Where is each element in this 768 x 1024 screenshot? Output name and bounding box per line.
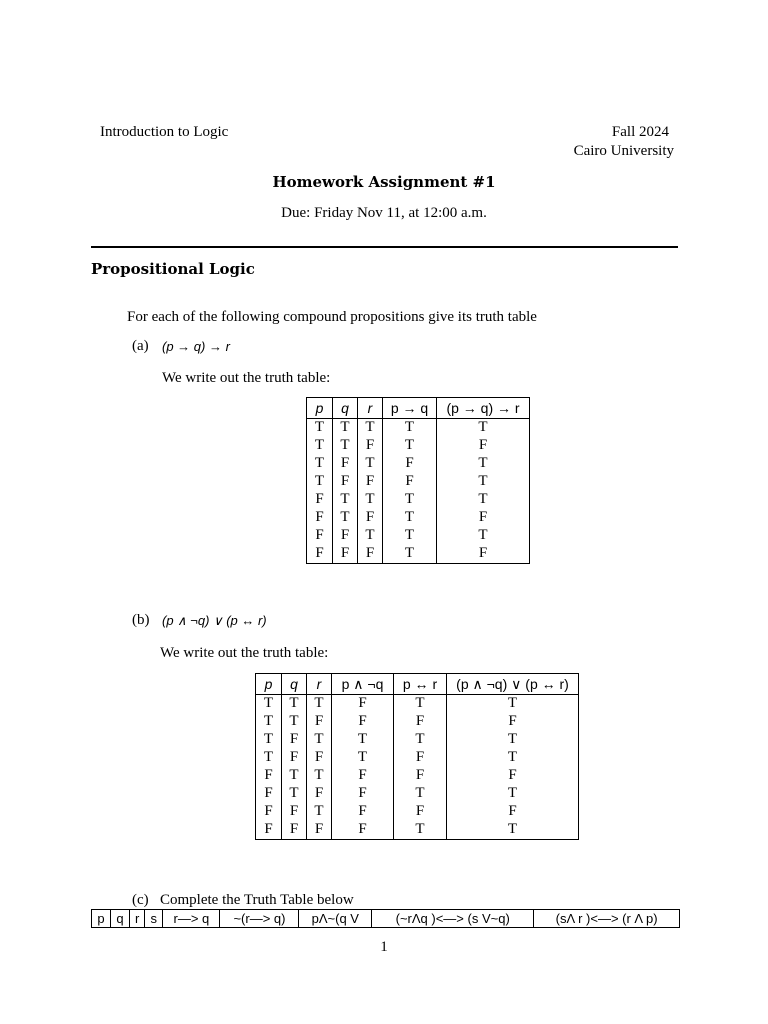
part-b-formula: (p ∧ ¬q) ∨ (p ↔ r)	[162, 613, 267, 628]
table-cell: F	[358, 509, 383, 527]
table-cell: T	[333, 437, 358, 455]
table-cell: F	[256, 785, 282, 803]
part-c-header-cell: ~(r—> q)	[220, 910, 299, 928]
table-cell: T	[333, 491, 358, 509]
table-cell: T	[437, 419, 530, 438]
table-row	[256, 731, 579, 749]
table-cell: T	[447, 731, 579, 749]
part-b-label: (b)	[132, 612, 150, 628]
table-cell: F	[332, 767, 394, 785]
table-cell: F	[282, 749, 307, 767]
table-cell: T	[447, 749, 579, 767]
table-cell: T	[437, 455, 530, 473]
table-cell: F	[394, 713, 447, 731]
table-cell: T	[383, 419, 437, 438]
table-row	[307, 545, 530, 564]
part-a-label: (a)	[132, 338, 149, 354]
table-cell: F	[333, 455, 358, 473]
table-cell: T	[256, 749, 282, 767]
part-a-header-cell: r	[358, 398, 383, 419]
table-cell: T	[307, 695, 332, 714]
table-cell: F	[383, 455, 437, 473]
table-cell: F	[307, 713, 332, 731]
table-cell: T	[332, 749, 394, 767]
course-name: Introduction to Logic	[100, 124, 229, 140]
part-c-header-cell: (sΛ r )<—> (r Λ p)	[534, 910, 680, 928]
table-cell: F	[256, 767, 282, 785]
table-row	[256, 713, 579, 731]
table-cell: T	[282, 785, 307, 803]
table-cell: T	[394, 821, 447, 840]
table-cell: T	[447, 785, 579, 803]
page-number: 1	[380, 939, 388, 955]
table-cell: T	[383, 527, 437, 545]
table-cell: T	[332, 731, 394, 749]
instructions: For each of the following compound propositions give its truth table	[127, 309, 537, 325]
table-cell: F	[307, 749, 332, 767]
table-cell: T	[307, 473, 333, 491]
table-cell: F	[447, 767, 579, 785]
table-row	[307, 473, 530, 491]
due-date: Due: Friday Nov 11, at 12:00 a.m.	[281, 205, 487, 221]
assignment-title: Homework Assignment #1	[272, 173, 496, 191]
table-cell: T	[394, 695, 447, 714]
part-b-header-cell: p	[256, 674, 282, 695]
university: Cairo University	[573, 143, 674, 159]
table-row	[256, 803, 579, 821]
table-cell: F	[358, 437, 383, 455]
truth-table-b	[255, 673, 579, 840]
horizontal-rule	[91, 246, 678, 248]
table-cell: F	[333, 545, 358, 564]
table-cell: T	[383, 437, 437, 455]
table-cell: F	[394, 767, 447, 785]
table-row	[256, 821, 579, 840]
table-cell: T	[307, 767, 332, 785]
section-heading: Propositional Logic	[91, 260, 255, 278]
table-cell: F	[307, 527, 333, 545]
table-cell: F	[307, 509, 333, 527]
part-c-header-cell: r	[130, 910, 145, 928]
table-cell: T	[383, 491, 437, 509]
table-cell: T	[394, 785, 447, 803]
table-cell: F	[394, 749, 447, 767]
table-cell: F	[447, 803, 579, 821]
table-cell: T	[437, 527, 530, 545]
part-a-header-cell: p → q	[383, 398, 437, 419]
table-cell: F	[358, 545, 383, 564]
table-cell: F	[437, 509, 530, 527]
part-b-header-cell: r	[307, 674, 332, 695]
table-cell: T	[307, 731, 332, 749]
table-cell: T	[447, 695, 579, 714]
part-c-header-cell: r—> q	[163, 910, 220, 928]
table-cell: T	[256, 713, 282, 731]
table-cell: T	[358, 527, 383, 545]
table-cell: F	[332, 695, 394, 714]
table-row	[307, 437, 530, 455]
truth-table-c	[91, 909, 680, 928]
table-cell: T	[383, 545, 437, 564]
table-cell: F	[437, 437, 530, 455]
table-cell: F	[307, 545, 333, 564]
table-cell: T	[333, 509, 358, 527]
part-b-header-cell: p ∧ ¬q	[332, 674, 394, 695]
part-a-header-cell: (p → q) → r	[437, 398, 530, 419]
table-row	[256, 695, 579, 714]
table-cell: F	[332, 713, 394, 731]
part-b-header-cell: (p ∧ ¬q) ∨ (p ↔ r)	[447, 674, 579, 695]
term: Fall 2024	[611, 124, 669, 140]
table-cell: F	[394, 803, 447, 821]
table-cell: F	[333, 473, 358, 491]
table-cell: T	[394, 731, 447, 749]
table-cell: T	[437, 491, 530, 509]
table-cell: F	[256, 803, 282, 821]
table-cell: F	[447, 713, 579, 731]
table-cell: T	[437, 473, 530, 491]
table-cell: F	[307, 491, 333, 509]
table-cell: T	[307, 455, 333, 473]
table-cell: T	[333, 419, 358, 438]
part-b-intro: We write out the truth table:	[160, 645, 329, 661]
table-cell: F	[307, 785, 332, 803]
table-cell: F	[282, 731, 307, 749]
part-c-header-cell: p	[92, 910, 111, 928]
table-row	[256, 749, 579, 767]
table-cell: T	[307, 803, 332, 821]
part-c-header-cell: s	[145, 910, 163, 928]
table-cell: T	[383, 509, 437, 527]
table-cell: T	[282, 695, 307, 714]
table-cell: T	[358, 419, 383, 438]
table-cell: F	[358, 473, 383, 491]
table-cell: T	[256, 731, 282, 749]
part-c-title: Complete the Truth Table below	[160, 892, 354, 908]
table-cell: T	[282, 767, 307, 785]
table-cell: T	[282, 713, 307, 731]
part-b-header-cell: q	[282, 674, 307, 695]
part-c-header-cell: pΛ~(q V	[299, 910, 372, 928]
table-cell: F	[332, 803, 394, 821]
part-c-label: (c)	[132, 892, 149, 908]
part-c-header-cell: (~rΛq )<—> (s V~q)	[372, 910, 534, 928]
table-cell: F	[437, 545, 530, 564]
table-row	[256, 767, 579, 785]
truth-table-a	[306, 397, 530, 564]
table-row	[307, 509, 530, 527]
table-cell: F	[307, 821, 332, 840]
table-cell: F	[256, 821, 282, 840]
table-cell: T	[307, 437, 333, 455]
table-cell: T	[447, 821, 579, 840]
table-row	[307, 455, 530, 473]
table-cell: F	[282, 821, 307, 840]
part-a-header-cell: p	[307, 398, 333, 419]
table-cell: F	[282, 803, 307, 821]
part-b-header-cell: p ↔ r	[394, 674, 447, 695]
part-a-formula: (p → q) → r	[162, 339, 230, 354]
part-c-header-cell: q	[111, 910, 130, 928]
table-row	[307, 491, 530, 509]
table-cell: F	[383, 473, 437, 491]
table-row	[307, 527, 530, 545]
table-row	[256, 785, 579, 803]
table-row	[307, 419, 530, 438]
table-cell: F	[333, 527, 358, 545]
table-cell: F	[332, 785, 394, 803]
part-a-intro: We write out the truth table:	[162, 370, 331, 386]
table-cell: T	[256, 695, 282, 714]
table-cell: T	[358, 455, 383, 473]
table-cell: F	[332, 821, 394, 840]
table-cell: T	[358, 491, 383, 509]
table-cell: T	[307, 419, 333, 438]
part-a-header-cell: q	[333, 398, 358, 419]
